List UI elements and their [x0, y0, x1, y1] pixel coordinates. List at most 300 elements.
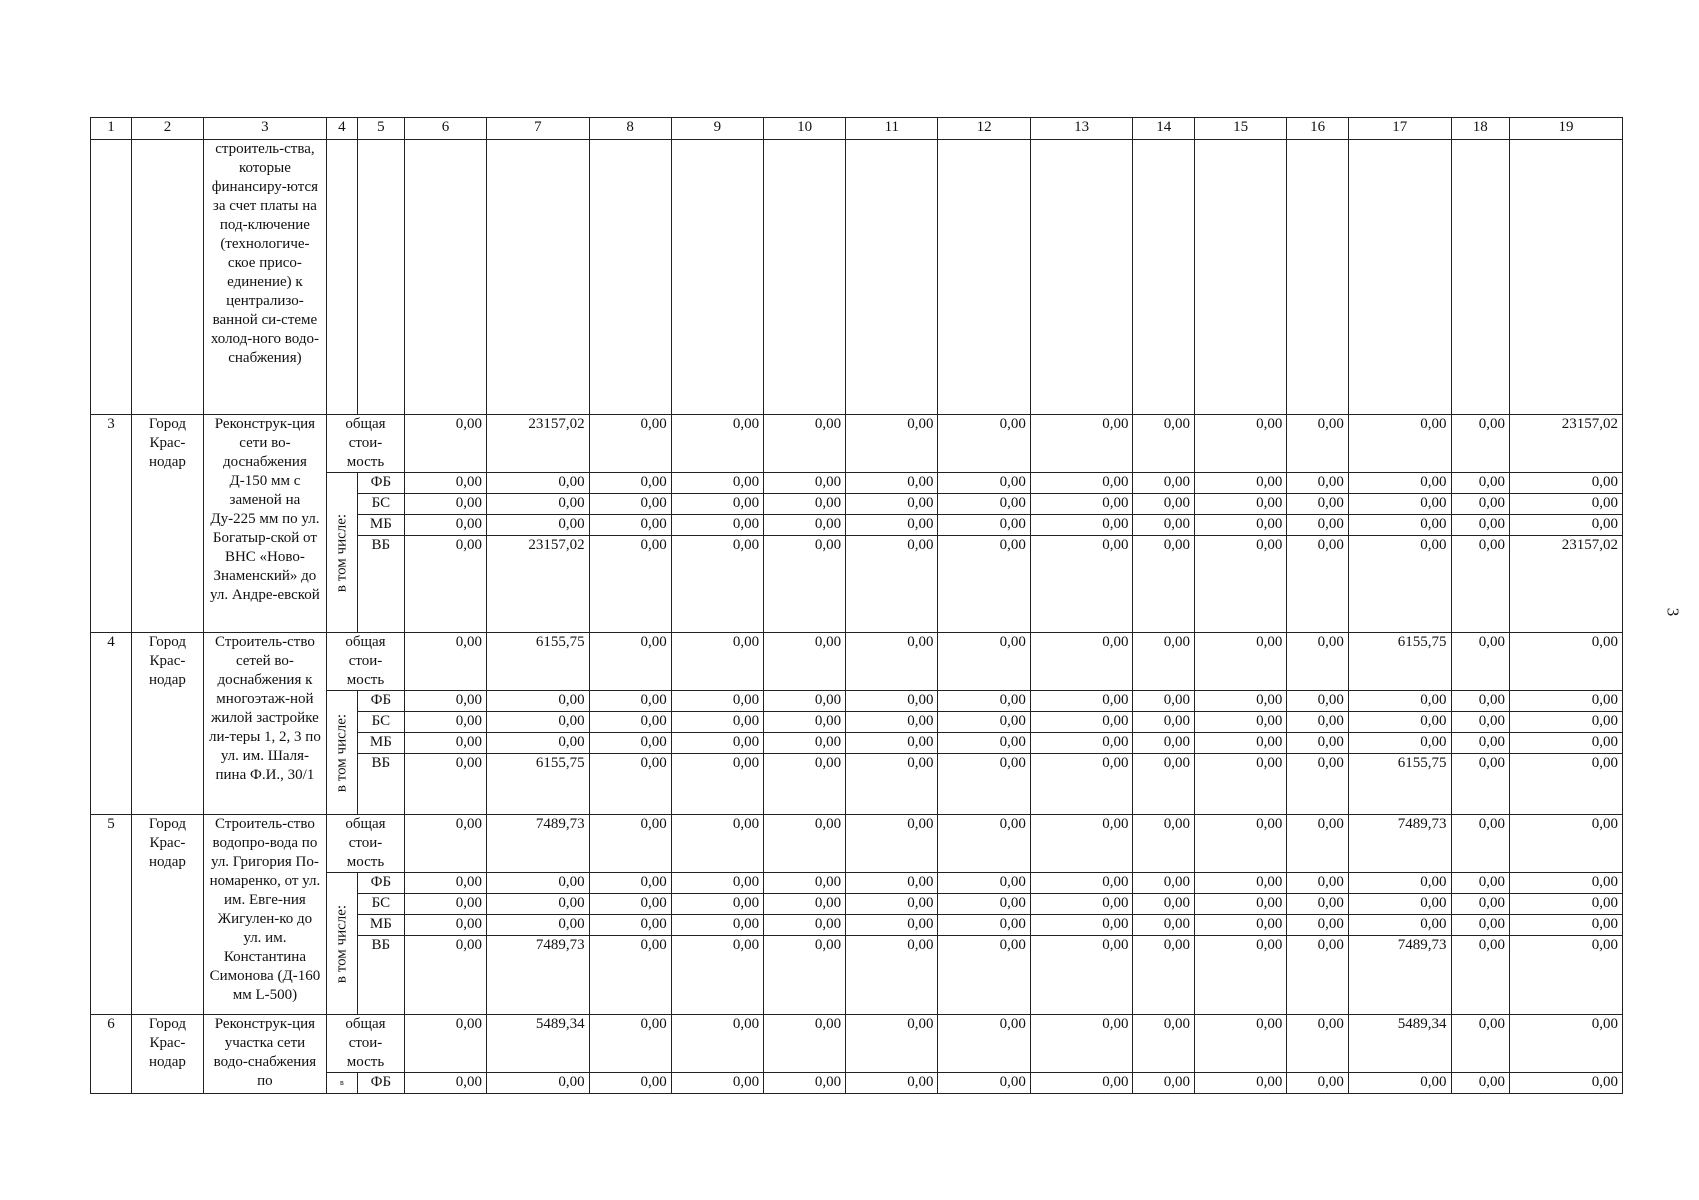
value-cell: 0,00: [846, 733, 938, 754]
column-number: 19: [1510, 118, 1623, 140]
value-cell: 0,00: [1133, 1015, 1195, 1073]
project-total-row: [91, 415, 1623, 473]
value-cell: 0,00: [589, 712, 671, 733]
value-cell: 0,00: [1133, 1073, 1195, 1094]
row-number: 4: [91, 633, 132, 815]
value-cell: 0,00: [671, 1015, 763, 1073]
value-cell: 0,00: [938, 415, 1030, 473]
value-cell: 0,00: [938, 494, 1030, 515]
value-cell: 0,00: [404, 691, 486, 712]
value-cell: 0,00: [1510, 1073, 1623, 1094]
value-cell: 0,00: [1195, 873, 1287, 894]
value-cell: 0,00: [404, 754, 486, 815]
value-cell: 0,00: [1287, 733, 1349, 754]
value-cell: 7489,73: [487, 815, 590, 873]
city-name: Город Крас-нодар: [132, 815, 204, 1015]
funding-source-label: МБ: [357, 733, 404, 754]
value-cell: 0,00: [846, 915, 938, 936]
column-number: 13: [1030, 118, 1133, 140]
value-cell: 0,00: [1510, 1015, 1623, 1073]
value-cell: 0,00: [1348, 691, 1451, 712]
value-cell: 0,00: [404, 873, 486, 894]
value-cell: 0,00: [938, 633, 1030, 691]
project-name: Реконструк-ция сети во-доснабжения Д-150 мм с заменой на Ду-225 мм по ул. Богатыр-ской от ВНС «Ново-Знаменский» до ул. Андре-евской: [203, 415, 326, 633]
value-cell: 0,00: [1195, 712, 1287, 733]
value-cell: 0,00: [846, 494, 938, 515]
value-cell: 0,00: [1348, 915, 1451, 936]
value-cell: 0,00: [846, 515, 938, 536]
including-label: [326, 873, 357, 1015]
value-cell: 0,00: [589, 633, 671, 691]
value-cell: 0,00: [1348, 1073, 1451, 1094]
value-cell: 0,00: [589, 1073, 671, 1094]
value-cell: 0,00: [846, 1073, 938, 1094]
column-number: 17: [1348, 118, 1451, 140]
value-cell: 0,00: [404, 936, 486, 1015]
value-cell: 0,00: [1287, 712, 1349, 733]
value-cell: 0,00: [764, 473, 846, 494]
value-cell: 0,00: [1451, 712, 1509, 733]
value-cell: 0,00: [671, 754, 763, 815]
value-cell: 0,00: [1451, 936, 1509, 1015]
value-cell: 0,00: [589, 1015, 671, 1073]
column-number: 14: [1133, 118, 1195, 140]
value-cell: 0,00: [487, 915, 590, 936]
value-cell: 0,00: [1451, 1073, 1509, 1094]
value-cell: 6155,75: [487, 754, 590, 815]
value-cell: 0,00: [1030, 712, 1133, 733]
value-cell: 0,00: [1348, 473, 1451, 494]
value-cell: 0,00: [671, 894, 763, 915]
value-cell: 0,00: [846, 691, 938, 712]
column-number: 2: [132, 118, 204, 140]
value-cell: 0,00: [1133, 915, 1195, 936]
value-cell: 0,00: [1195, 815, 1287, 873]
project-total-row: [91, 1015, 1623, 1073]
value-cell: 0,00: [1451, 415, 1509, 473]
value-cell: 0,00: [589, 754, 671, 815]
value-cell: 0,00: [487, 473, 590, 494]
funding-source-label: БС: [357, 712, 404, 733]
value-cell: 0,00: [671, 415, 763, 473]
value-cell: 0,00: [671, 691, 763, 712]
value-cell: 0,00: [589, 915, 671, 936]
value-cell: 0,00: [404, 494, 486, 515]
value-cell: 0,00: [764, 915, 846, 936]
value-cell: 0,00: [1510, 691, 1623, 712]
value-cell: 0,00: [1287, 536, 1349, 633]
column-number: 6: [404, 118, 486, 140]
value-cell: 0,00: [1451, 873, 1509, 894]
value-cell: 0,00: [764, 754, 846, 815]
value-cell: 0,00: [1287, 894, 1349, 915]
value-cell: 0,00: [938, 815, 1030, 873]
value-cell: 23157,02: [1510, 536, 1623, 633]
value-cell: 0,00: [1030, 415, 1133, 473]
value-cell: 0,00: [1030, 754, 1133, 815]
value-cell: 0,00: [1510, 873, 1623, 894]
value-cell: 0,00: [1348, 515, 1451, 536]
value-cell: 0,00: [938, 1015, 1030, 1073]
value-cell: 0,00: [1348, 712, 1451, 733]
value-cell: 0,00: [1287, 494, 1349, 515]
column-number: 16: [1287, 118, 1349, 140]
value-cell: 0,00: [938, 936, 1030, 1015]
value-cell: 0,00: [1348, 873, 1451, 894]
value-cell: 0,00: [1510, 494, 1623, 515]
project-name: Строитель-ство водопро-вода по ул. Григория По-номаренко, от ул. им. Евге-ния Жигулен-ко до ул. им. Константина Симонова (Д-160 мм L-500): [203, 815, 326, 1015]
value-cell: 0,00: [1133, 712, 1195, 733]
value-cell: 0,00: [1451, 894, 1509, 915]
value-cell: 0,00: [1348, 415, 1451, 473]
value-cell: 0,00: [764, 815, 846, 873]
total-cost-label: общая стои-мость: [326, 415, 404, 473]
value-cell: 0,00: [1030, 1015, 1133, 1073]
value-cell: 0,00: [1451, 536, 1509, 633]
value-cell: 0,00: [671, 815, 763, 873]
including-text: в том числе:: [333, 713, 350, 792]
including-label: [326, 473, 357, 633]
value-cell: 0,00: [404, 1015, 486, 1073]
column-number: 5: [357, 118, 404, 140]
page-number: 3: [1663, 607, 1683, 617]
value-cell: 0,00: [764, 936, 846, 1015]
funding-source-label: ФБ: [357, 1073, 404, 1094]
value-cell: 0,00: [1195, 633, 1287, 691]
value-cell: 0,00: [404, 712, 486, 733]
value-cell: 0,00: [1195, 754, 1287, 815]
value-cell: 0,00: [764, 894, 846, 915]
city-name: Город Крас-нодар: [132, 633, 204, 815]
value-cell: 0,00: [1030, 473, 1133, 494]
column-number: 10: [764, 118, 846, 140]
value-cell: 0,00: [589, 536, 671, 633]
value-cell: 0,00: [1195, 915, 1287, 936]
value-cell: 0,00: [671, 733, 763, 754]
value-cell: 0,00: [938, 536, 1030, 633]
value-cell: 0,00: [1030, 691, 1133, 712]
value-cell: 0,00: [589, 473, 671, 494]
funding-source-label: БС: [357, 494, 404, 515]
value-cell: 0,00: [1195, 936, 1287, 1015]
value-cell: 0,00: [938, 1073, 1030, 1094]
value-cell: 0,00: [1133, 691, 1195, 712]
including-text: в том числе:: [333, 513, 350, 592]
value-cell: 0,00: [1348, 536, 1451, 633]
value-cell: 0,00: [1133, 494, 1195, 515]
value-cell: 0,00: [589, 936, 671, 1015]
value-cell: 0,00: [1287, 915, 1349, 936]
value-cell: 6155,75: [1348, 633, 1451, 691]
value-cell: 0,00: [1133, 536, 1195, 633]
value-cell: 0,00: [846, 936, 938, 1015]
value-cell: 0,00: [1195, 473, 1287, 494]
value-cell: 0,00: [404, 536, 486, 633]
continuation-text: строитель-ства, которые финансиру-ются за счет платы на под-ключение (технологиче-ское присо-единение) к централизо-ванной си-стеме холод-ного водо-снабжения): [203, 140, 326, 415]
value-cell: 0,00: [1287, 633, 1349, 691]
value-cell: 0,00: [1133, 754, 1195, 815]
value-cell: 0,00: [1030, 873, 1133, 894]
value-cell: 0,00: [1510, 733, 1623, 754]
value-cell: 0,00: [1451, 691, 1509, 712]
column-number: 1: [91, 118, 132, 140]
value-cell: 0,00: [1287, 754, 1349, 815]
value-cell: 0,00: [1451, 733, 1509, 754]
value-cell: 0,00: [487, 691, 590, 712]
value-cell: 0,00: [1133, 873, 1195, 894]
value-cell: 5489,34: [1348, 1015, 1451, 1073]
value-cell: 0,00: [1510, 473, 1623, 494]
column-number-row: [91, 118, 1623, 140]
value-cell: 0,00: [1030, 815, 1133, 873]
value-cell: 0,00: [1133, 936, 1195, 1015]
value-cell: 0,00: [1287, 691, 1349, 712]
value-cell: 0,00: [1195, 494, 1287, 515]
value-cell: 0,00: [1133, 515, 1195, 536]
value-cell: 0,00: [589, 515, 671, 536]
including-label: [326, 691, 357, 815]
value-cell: 0,00: [1287, 515, 1349, 536]
value-cell: 0,00: [938, 873, 1030, 894]
value-cell: 7489,73: [1348, 815, 1451, 873]
value-cell: 0,00: [487, 733, 590, 754]
funding-source-label: ФБ: [357, 873, 404, 894]
value-cell: 0,00: [589, 733, 671, 754]
value-cell: 0,00: [671, 536, 763, 633]
value-cell: 0,00: [938, 733, 1030, 754]
value-cell: 0,00: [1287, 473, 1349, 494]
value-cell: 0,00: [404, 815, 486, 873]
investment-program-table: [90, 117, 1623, 1094]
value-cell: 0,00: [1287, 1073, 1349, 1094]
value-cell: 0,00: [404, 733, 486, 754]
value-cell: 0,00: [1510, 754, 1623, 815]
value-cell: 23157,02: [1510, 415, 1623, 473]
value-cell: 0,00: [938, 915, 1030, 936]
funding-source-label: МБ: [357, 515, 404, 536]
value-cell: 0,00: [1195, 894, 1287, 915]
value-cell: 0,00: [1195, 1073, 1287, 1094]
city-name: Город Крас-нодар: [132, 1015, 204, 1094]
row-number: 3: [91, 415, 132, 633]
value-cell: 0,00: [1287, 1015, 1349, 1073]
value-cell: 0,00: [846, 536, 938, 633]
value-cell: 0,00: [487, 494, 590, 515]
including-text: в том числе:: [333, 904, 350, 983]
value-cell: 6155,75: [487, 633, 590, 691]
column-number: 15: [1195, 118, 1287, 140]
city-name: Город Крас-нодар: [132, 415, 204, 633]
value-cell: 0,00: [671, 515, 763, 536]
value-cell: 0,00: [846, 754, 938, 815]
value-cell: 23157,02: [487, 536, 590, 633]
value-cell: 0,00: [764, 733, 846, 754]
value-cell: 0,00: [1195, 1015, 1287, 1073]
value-cell: 0,00: [1030, 915, 1133, 936]
value-cell: 23157,02: [487, 415, 590, 473]
value-cell: 0,00: [1030, 733, 1133, 754]
value-cell: 0,00: [938, 691, 1030, 712]
value-cell: 0,00: [764, 691, 846, 712]
value-cell: 6155,75: [1348, 754, 1451, 815]
value-cell: 0,00: [1133, 415, 1195, 473]
value-cell: 0,00: [1195, 536, 1287, 633]
value-cell: 0,00: [1287, 415, 1349, 473]
value-cell: 0,00: [1195, 733, 1287, 754]
project-name: Строитель-ство сетей во-доснабжения к многоэтаж-ной жилой застройке ли-теры 1, 2, 3 по ул. им. Шаля-пина Ф.И., 30/1: [203, 633, 326, 815]
value-cell: 0,00: [1510, 633, 1623, 691]
value-cell: 0,00: [589, 691, 671, 712]
value-cell: 0,00: [487, 515, 590, 536]
project-total-row: [91, 815, 1623, 873]
project-name: Реконструк-ция участка сети водо-снабжения по: [203, 1015, 326, 1094]
value-cell: 0,00: [1030, 536, 1133, 633]
value-cell: 0,00: [1348, 494, 1451, 515]
value-cell: 0,00: [1195, 415, 1287, 473]
value-cell: 0,00: [404, 1073, 486, 1094]
funding-source-label: ВБ: [357, 936, 404, 1015]
column-number: 8: [589, 118, 671, 140]
value-cell: 0,00: [764, 1015, 846, 1073]
value-cell: 0,00: [1451, 473, 1509, 494]
continuation-row: [91, 140, 1623, 415]
value-cell: 0,00: [1451, 915, 1509, 936]
value-cell: 0,00: [589, 873, 671, 894]
value-cell: 0,00: [1287, 815, 1349, 873]
value-cell: 0,00: [671, 936, 763, 1015]
total-cost-label: общая стои-мость: [326, 633, 404, 691]
total-cost-label: общая стои-мость: [326, 815, 404, 873]
value-cell: 0,00: [1030, 1073, 1133, 1094]
value-cell: 0,00: [764, 494, 846, 515]
value-cell: 0,00: [487, 894, 590, 915]
value-cell: 0,00: [487, 873, 590, 894]
value-cell: 0,00: [764, 633, 846, 691]
value-cell: 0,00: [671, 873, 763, 894]
value-cell: 5489,34: [487, 1015, 590, 1073]
value-cell: 0,00: [1030, 894, 1133, 915]
value-cell: 0,00: [1287, 936, 1349, 1015]
value-cell: 0,00: [846, 633, 938, 691]
value-cell: 0,00: [764, 415, 846, 473]
value-cell: 0,00: [764, 1073, 846, 1094]
value-cell: 0,00: [938, 712, 1030, 733]
value-cell: 0,00: [764, 873, 846, 894]
value-cell: 0,00: [1030, 494, 1133, 515]
value-cell: 0,00: [1451, 515, 1509, 536]
column-number: 12: [938, 118, 1030, 140]
value-cell: 0,00: [671, 494, 763, 515]
value-cell: 0,00: [1348, 894, 1451, 915]
value-cell: 0,00: [404, 633, 486, 691]
value-cell: 0,00: [589, 415, 671, 473]
value-cell: 0,00: [404, 515, 486, 536]
value-cell: 0,00: [938, 894, 1030, 915]
column-number: 11: [846, 118, 938, 140]
value-cell: 0,00: [1195, 515, 1287, 536]
funding-source-label: ВБ: [357, 754, 404, 815]
value-cell: 0,00: [404, 473, 486, 494]
value-cell: 0,00: [1133, 473, 1195, 494]
value-cell: 0,00: [1133, 733, 1195, 754]
value-cell: 0,00: [589, 894, 671, 915]
value-cell: 0,00: [671, 1073, 763, 1094]
value-cell: 0,00: [1451, 494, 1509, 515]
value-cell: 0,00: [846, 473, 938, 494]
value-cell: 0,00: [671, 915, 763, 936]
value-cell: 0,00: [764, 712, 846, 733]
value-cell: 0,00: [846, 1015, 938, 1073]
value-cell: 0,00: [1030, 936, 1133, 1015]
value-cell: 0,00: [1287, 873, 1349, 894]
value-cell: 0,00: [938, 473, 1030, 494]
column-number: 4: [326, 118, 357, 140]
column-number: 3: [203, 118, 326, 140]
value-cell: 0,00: [1451, 1015, 1509, 1073]
value-cell: 0,00: [589, 494, 671, 515]
value-cell: 0,00: [1510, 515, 1623, 536]
value-cell: 0,00: [1133, 815, 1195, 873]
funding-source-label: МБ: [357, 915, 404, 936]
value-cell: 0,00: [1510, 894, 1623, 915]
column-number: 9: [671, 118, 763, 140]
value-cell: 0,00: [846, 815, 938, 873]
funding-source-label: ВБ: [357, 536, 404, 633]
value-cell: 0,00: [487, 712, 590, 733]
value-cell: 0,00: [1030, 633, 1133, 691]
value-cell: 0,00: [846, 415, 938, 473]
funding-source-label: ФБ: [357, 473, 404, 494]
including-label-fragment: в: [326, 1073, 357, 1094]
row-number: 6: [91, 1015, 132, 1094]
value-cell: 0,00: [1510, 915, 1623, 936]
value-cell: 0,00: [1510, 936, 1623, 1015]
value-cell: 0,00: [1133, 633, 1195, 691]
value-cell: 0,00: [589, 815, 671, 873]
value-cell: 0,00: [846, 712, 938, 733]
value-cell: 0,00: [671, 633, 763, 691]
value-cell: 0,00: [846, 894, 938, 915]
column-number: 7: [487, 118, 590, 140]
project-total-row: [91, 633, 1623, 691]
value-cell: 0,00: [764, 515, 846, 536]
value-cell: 7489,73: [487, 936, 590, 1015]
value-cell: 0,00: [1510, 815, 1623, 873]
value-cell: 0,00: [938, 754, 1030, 815]
value-cell: 0,00: [1195, 691, 1287, 712]
row-number: 5: [91, 815, 132, 1015]
value-cell: 0,00: [671, 473, 763, 494]
funding-source-label: БС: [357, 894, 404, 915]
value-cell: 0,00: [1451, 754, 1509, 815]
value-cell: 0,00: [938, 515, 1030, 536]
value-cell: 0,00: [671, 712, 763, 733]
value-cell: 0,00: [404, 915, 486, 936]
value-cell: 0,00: [1030, 515, 1133, 536]
total-cost-label: общая стои-мость: [326, 1015, 404, 1073]
value-cell: 0,00: [487, 1073, 590, 1094]
value-cell: 0,00: [404, 894, 486, 915]
funding-source-label: ФБ: [357, 691, 404, 712]
value-cell: 7489,73: [1348, 936, 1451, 1015]
value-cell: 0,00: [1510, 712, 1623, 733]
value-cell: 0,00: [1348, 733, 1451, 754]
column-number: 18: [1451, 118, 1509, 140]
value-cell: 0,00: [404, 415, 486, 473]
value-cell: 0,00: [1451, 815, 1509, 873]
value-cell: 0,00: [846, 873, 938, 894]
value-cell: 0,00: [1133, 894, 1195, 915]
